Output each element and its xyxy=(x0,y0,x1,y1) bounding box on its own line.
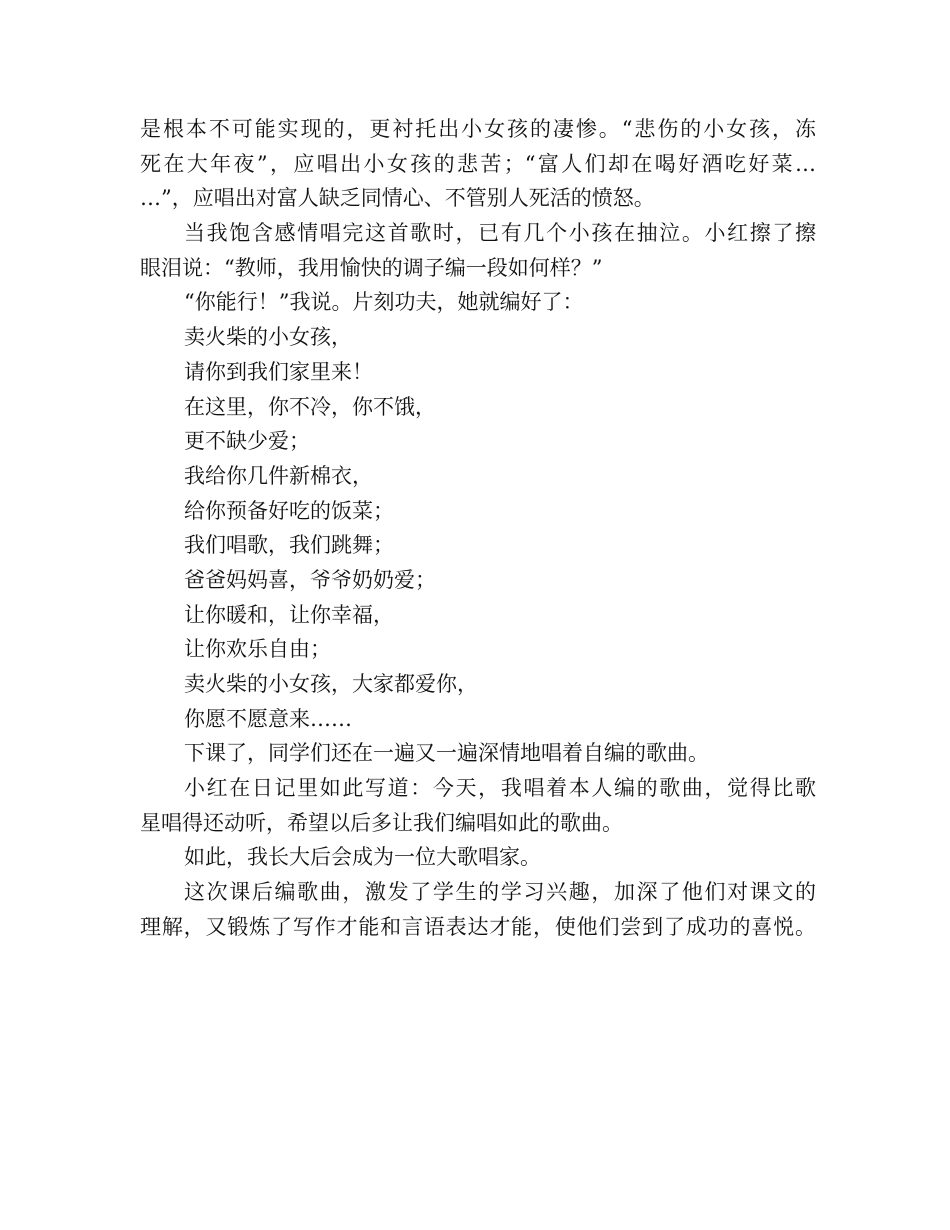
song-lyric-line: 我们唱歌，我们跳舞； xyxy=(184,533,394,558)
text-line: 星唱得还动听，希望以后多让我们编唱如此的歌曲。 xyxy=(140,810,623,835)
song-lyric-line: 请你到我们家里来！ xyxy=(184,359,373,384)
song-lyric-line: 给你预备好吃的饭菜； xyxy=(184,498,394,523)
song-lyric-line: 让你暖和，让你幸福， xyxy=(184,602,394,627)
text-line: 如此，我长大后会成为一位大歌唱家。 xyxy=(184,845,541,870)
song-lyric-line: 卖火柴的小女孩， xyxy=(184,325,352,350)
song-lyric-line: 我给你几件新棉衣， xyxy=(184,463,373,488)
text-line: 下课了，同学们还在一遍又一遍深情地唱着自编的歌曲。 xyxy=(184,741,709,766)
song-lyric-line: 爸爸妈妈喜，爷爷奶奶爱； xyxy=(184,567,436,592)
song-lyric-line: 卖火柴的小女孩，大家都爱你， xyxy=(184,672,478,696)
text-line: 是根本不可能实现的，更衬托出小女孩的凄惨。“悲伤的小女孩，冻 xyxy=(140,117,816,141)
text-line: 小红在日记里如此写道：今天，我唱着本人编的歌曲，觉得比歌 xyxy=(184,776,816,801)
text-line: 死在大年夜”，应唱出小女孩的悲苦；“富人们却在喝好酒吃好菜… xyxy=(140,151,816,176)
song-lyric-line: 在这里，你不冷，你不饿， xyxy=(184,394,436,419)
song-lyric-line: 让你欢乐自由； xyxy=(184,637,331,662)
document-body xyxy=(140,112,816,945)
text-line: 理解，又锻炼了写作才能和言语表达才能，使他们尝到了成功的喜悦。 xyxy=(140,914,816,939)
song-lyric-line: 你愿不愿意来…… xyxy=(184,706,352,731)
text-line: 这次课后编歌曲，激发了学生的学习兴趣，加深了他们对课文的 xyxy=(184,880,816,905)
text-line: “你能行！”我说。片刻功夫，她就编好了： xyxy=(184,290,584,315)
text-line: 当我饱含感情唱完这首歌时，已有几个小孩在抽泣。小红擦了擦 xyxy=(184,221,816,246)
song-lyric-line: 更不缺少爱； xyxy=(184,429,310,454)
text-line: 眼泪说：“教师，我用愉快的调子编一段如何样？” xyxy=(140,255,603,280)
text-line: …”，应唱出对富人缺乏同情心、不管别人死活的愤怒。 xyxy=(140,186,655,211)
